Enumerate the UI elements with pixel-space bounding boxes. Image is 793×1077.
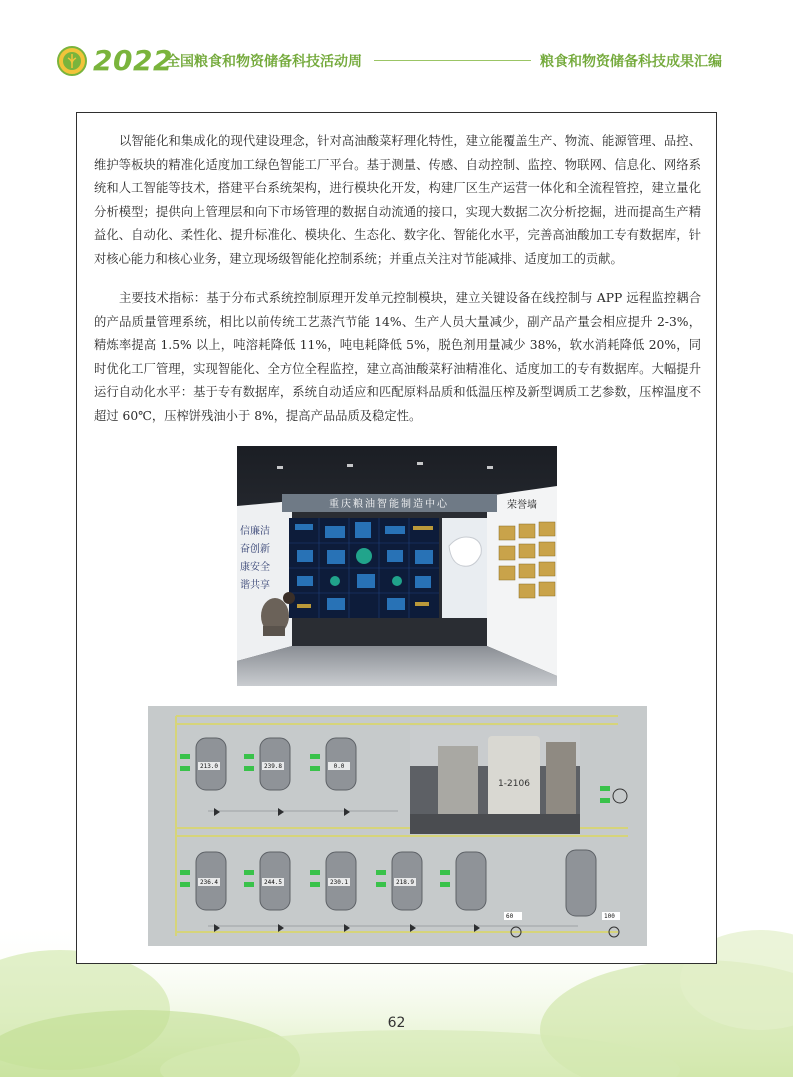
tank-readout: 230.1	[329, 879, 349, 886]
side-readout: 100	[604, 913, 615, 920]
header-divider	[374, 60, 531, 61]
tank-readout: 244.5	[263, 879, 283, 886]
control-center-photo	[237, 446, 557, 686]
slogan-line-2: 奋创新	[240, 544, 270, 555]
slogan-line-3: 康安全	[240, 562, 270, 573]
banner-text: 重庆粮油智能制造中心	[329, 499, 449, 510]
slogan-line-4: 谐共享	[240, 580, 270, 591]
header-event-title: 全国粮食和物资储备科技活动周	[166, 54, 362, 70]
page-number: 62	[387, 1015, 406, 1031]
side-readout: 60	[506, 913, 514, 920]
page-header	[0, 0, 793, 110]
tank-readout: 236.4	[199, 879, 219, 886]
tank-readout: 239.8	[263, 763, 283, 770]
inset-tank-photo	[410, 726, 580, 834]
header-year: 2022	[93, 44, 173, 77]
body-paragraph-1: 以智能化和集成化的现代建设理念，针对高油酸菜籽理化特性，建立能覆盖生产、物流、能源管理、品控、维护等板块的精准化适度加工绿色智能工厂平台。基于测量、传感、自动控制、监控、物联网、信息化、网络系统和人工智能等技术，搭建平台系统架构，进行模块化开发，构建厂区生产运营一体化和全流程管控，建立量化分析模型；提供向上管理层和向下市场管理的数据自动流通的接口，实现大数据二次分析挖掘，进而提高生产精益化、自动化、柔性化、提升标准化、模块化、生态化、数字化、智能化水平，完善高油酸加工专有数据库，针对核心能力和核心业务，建立现场级智能化控制系统；并重点关注对节能减排、适度加工的贡献。	[94, 134, 701, 266]
slogan-line-1: 信廉洁	[240, 526, 270, 537]
grain-emblem-icon	[57, 46, 87, 76]
body-paragraph-2: 主要技术指标：基于分布式系统控制原理开发单元控制模块，建立关键设备在线控制与 APP 远程监控耦合的产品质量管理系统，相比以前传统工艺蒸汽节能 14%、生产人员大量减少，副产品产量会相应提升 2-3%，精炼率提高 1.5% 以上，吨溶耗降低 11%，吨电耗降低 5%，脱色剂用量减少 38%，软水消耗降低 20%，同时优化工厂管理，实现智能化、全方位全程监控，建立高油酸菜籽油精准化、适度加工的专有数据库。大幅提升运行自动化水平：基于专有数据库，系统自动适应和匹配原料品质和低温压榨及新型调质工艺参数，压榨温度不超过 60℃，压榨饼残油小于 8%，提高产品品质及稳定性。	[94, 291, 701, 423]
inset-tank-label: 1-2106	[498, 779, 530, 789]
scada-tank-screen	[148, 706, 647, 946]
tank-readout: 213.0	[199, 763, 219, 770]
header-section-title: 粮食和物资储备科技成果汇编	[540, 54, 722, 70]
tank-readout: 0.0	[333, 763, 345, 770]
tank-readout: 218.9	[395, 879, 415, 886]
honor-wall-text: 荣誉墙	[507, 500, 537, 511]
